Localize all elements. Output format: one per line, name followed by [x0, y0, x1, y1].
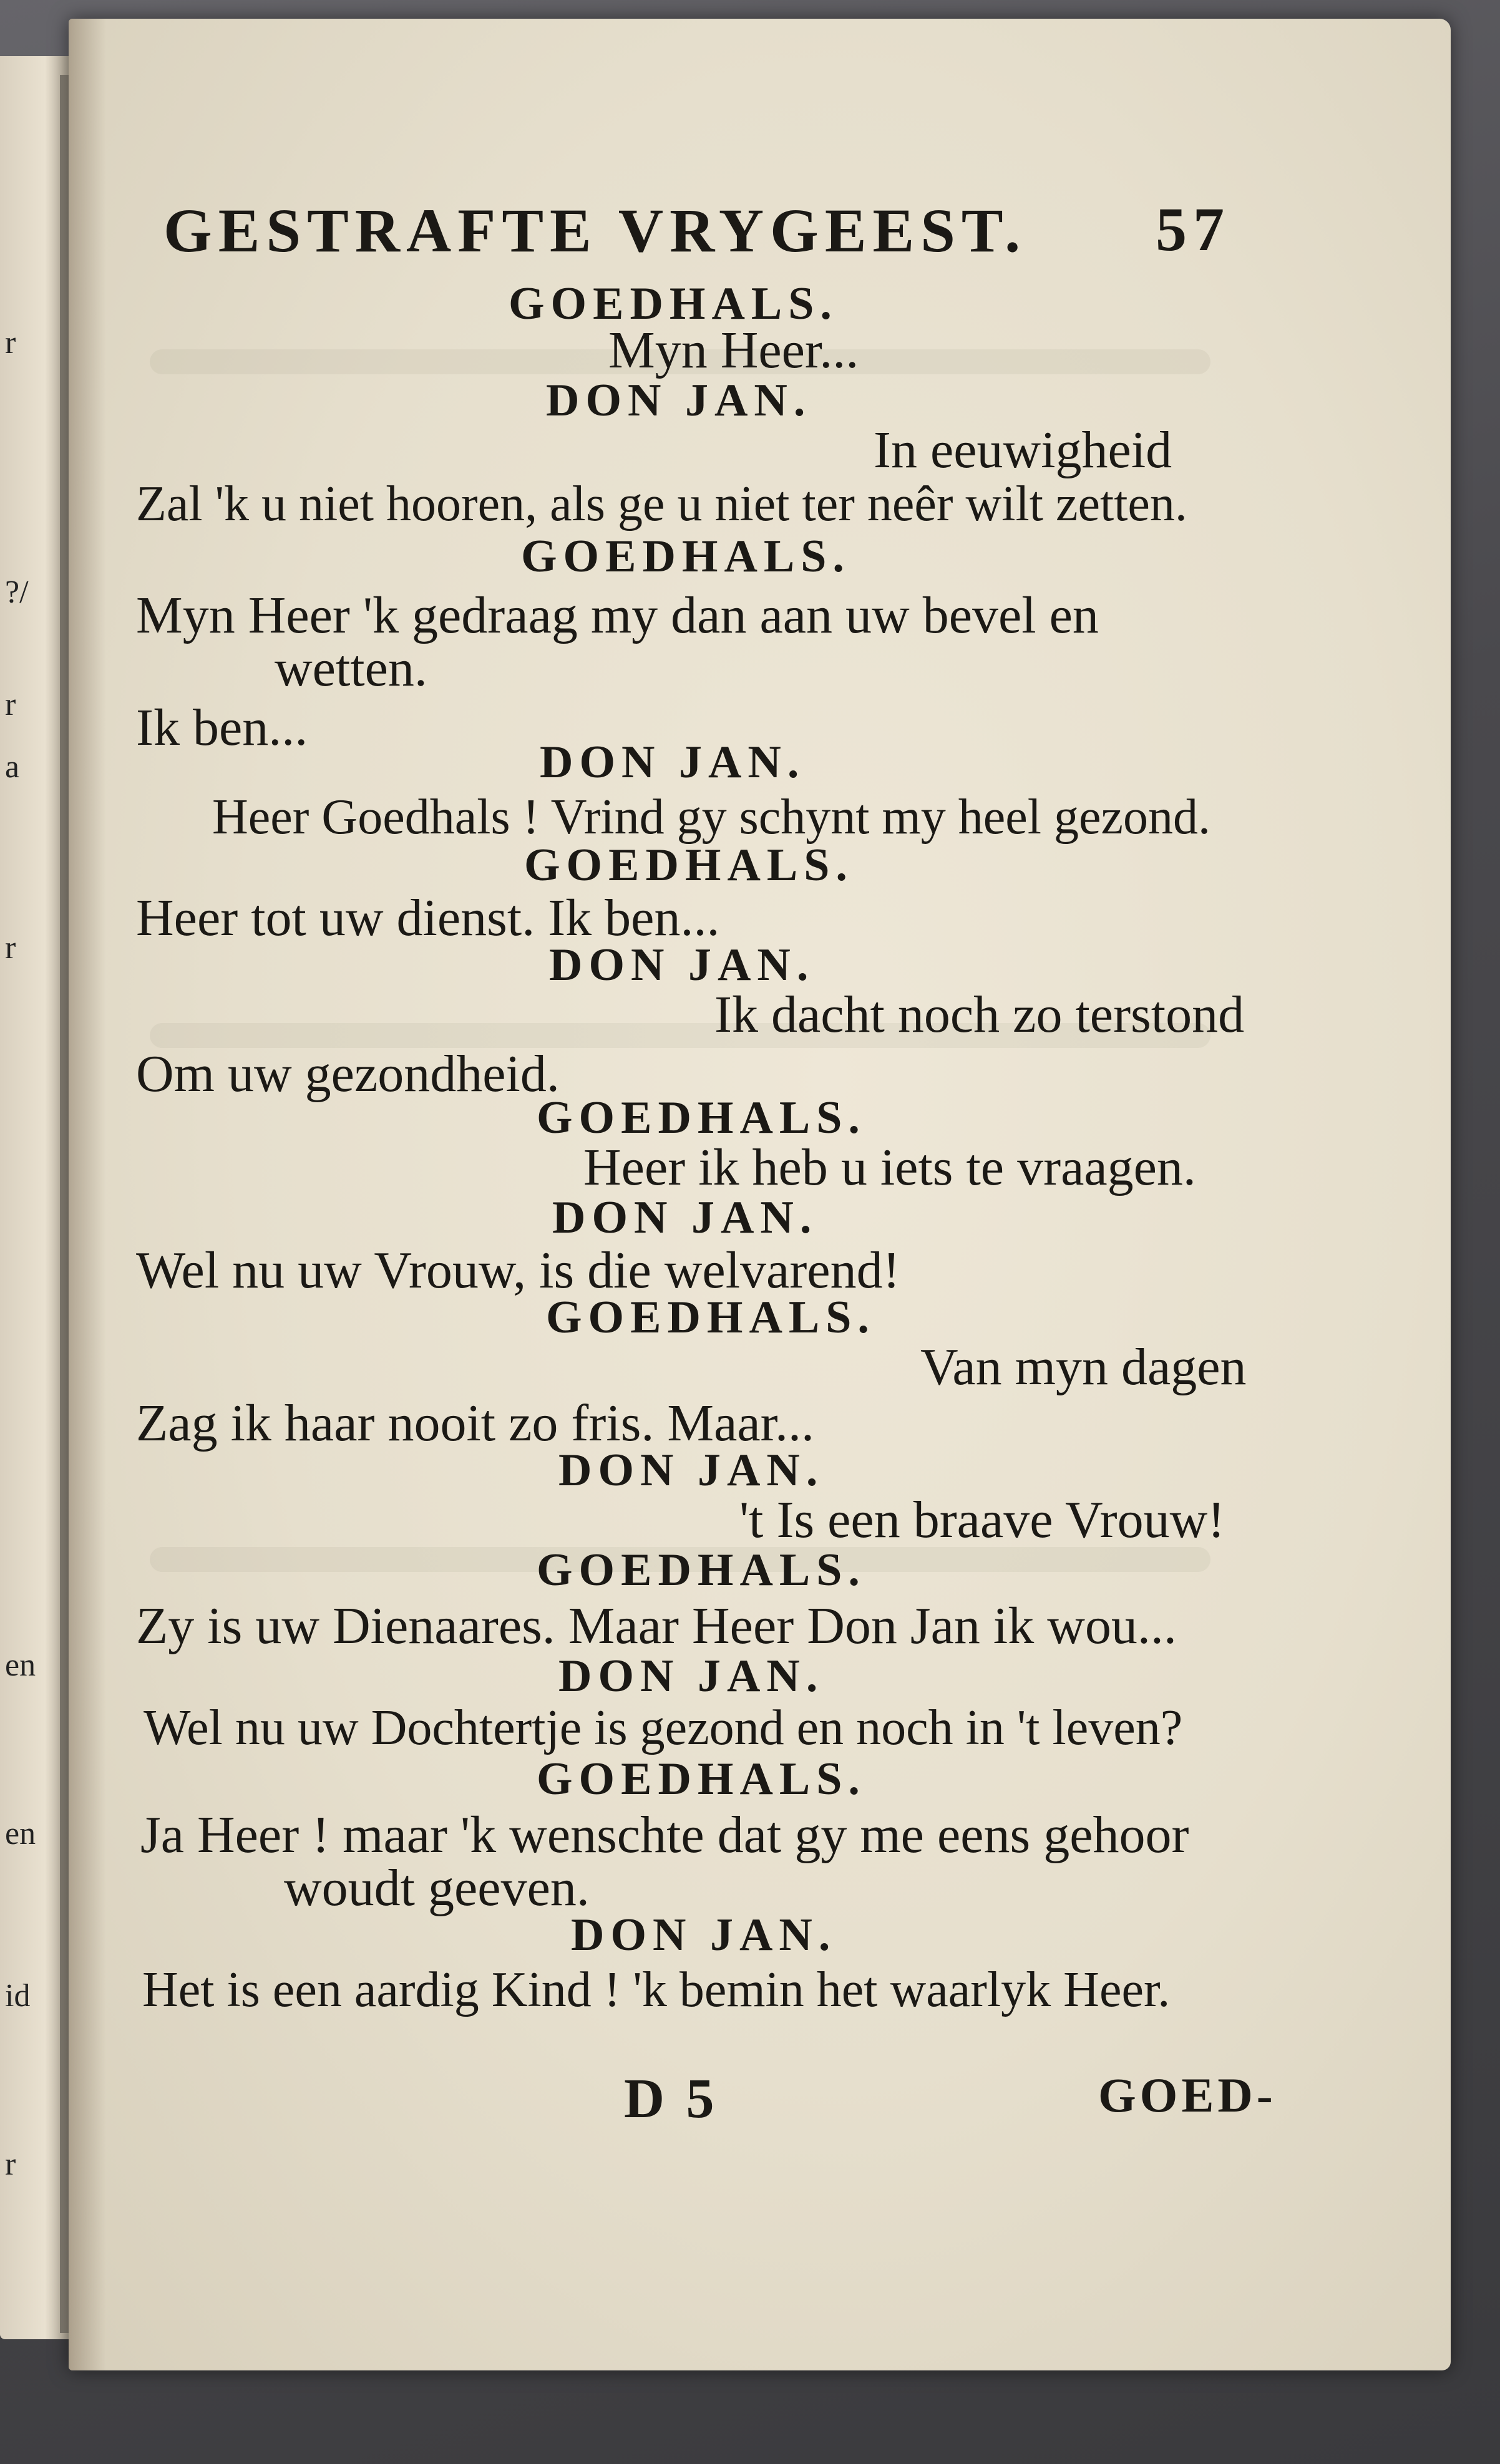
verse-line: Zy is uw Dienaares. Maar Heer Don Jan ik wou... [136, 1597, 1177, 1655]
verse-line: Wel nu uw Dochtertje is gezond en noch in 't leven? [144, 1700, 1183, 1755]
verse-line: Myn Heer 'k gedraag my dan aan uw bevel en [136, 586, 1099, 644]
speaker-name: GOEDHALS. [524, 840, 854, 891]
verse-line: 't Is een braave Vrouw! [739, 1491, 1225, 1549]
verse-line: Heer ik heb u iets te vraagen. [583, 1138, 1196, 1196]
speaker-name: DON JAN. [546, 375, 812, 426]
facing-fragment: r [5, 2146, 16, 2182]
verse-line: Zag ik haar nooit zo fris. Maar... [136, 1394, 814, 1452]
speaker-name: GOEDHALS. [537, 1092, 866, 1143]
verse-line: Het is een aardig Kind ! 'k bemin het waarlyk Heer. [142, 1962, 1171, 2017]
speaker-name: DON JAN. [571, 1909, 837, 1961]
verse-line: Heer tot uw dienst. Ik ben... [136, 889, 720, 947]
verse-line: Myn Heer... [608, 321, 859, 379]
verse-line: Heer Goedhals ! Vrind gy schynt my heel gezond. [212, 790, 1210, 845]
speaker-name: GOEDHALS. [521, 531, 850, 582]
facing-fragment: en [5, 1647, 36, 1683]
speaker-name: GOEDHALS. [509, 278, 838, 329]
facing-fragment: r [5, 325, 16, 361]
facing-fragment: a [5, 749, 20, 785]
verse-line: Van myn dagen [920, 1338, 1247, 1396]
facing-fragment: r [5, 930, 16, 966]
facing-fragment: en [5, 1816, 36, 1851]
verse-line: Wel nu uw Vrouw, is die welvarend! [136, 1241, 900, 1299]
verse-line: Zal 'k u niet hooren, als ge u niet ter neêr wilt zetten. [136, 477, 1187, 531]
speaker-name: DON JAN. [549, 939, 815, 991]
verse-line: Ik ben... [136, 699, 308, 757]
verse-line: In eeuwigheid [874, 421, 1172, 479]
facing-fragment: ?/ [5, 575, 29, 610]
facing-fragment: r [5, 687, 16, 722]
running-title: GESTRAFTE VRYGEEST. [163, 196, 1027, 265]
page-number: 57 [1156, 195, 1230, 264]
speaker-name: DON JAN. [558, 1445, 824, 1496]
verse-line: Om uw gezondheid. [136, 1045, 560, 1103]
verse-line: wetten. [275, 639, 427, 697]
verse-line: woudt geeven. [284, 1859, 590, 1917]
catchword: GOED- [1098, 2068, 1277, 2122]
facing-fragment: id [5, 1978, 31, 2014]
speaker-name: DON JAN. [540, 737, 806, 788]
verse-line: Ja Heer ! maar 'k wenschte dat gy me eens gehoor [140, 1806, 1189, 1864]
signature-mark: D 5 [624, 2068, 718, 2130]
verse-line: Ik dacht noch zo terstond [714, 986, 1245, 1044]
speaker-name: GOEDHALS. [537, 1753, 866, 1805]
speaker-name: DON JAN. [558, 1651, 824, 1702]
speaker-name: DON JAN. [552, 1192, 818, 1243]
speaker-name: GOEDHALS. [546, 1292, 875, 1343]
speaker-name: GOEDHALS. [537, 1545, 866, 1596]
